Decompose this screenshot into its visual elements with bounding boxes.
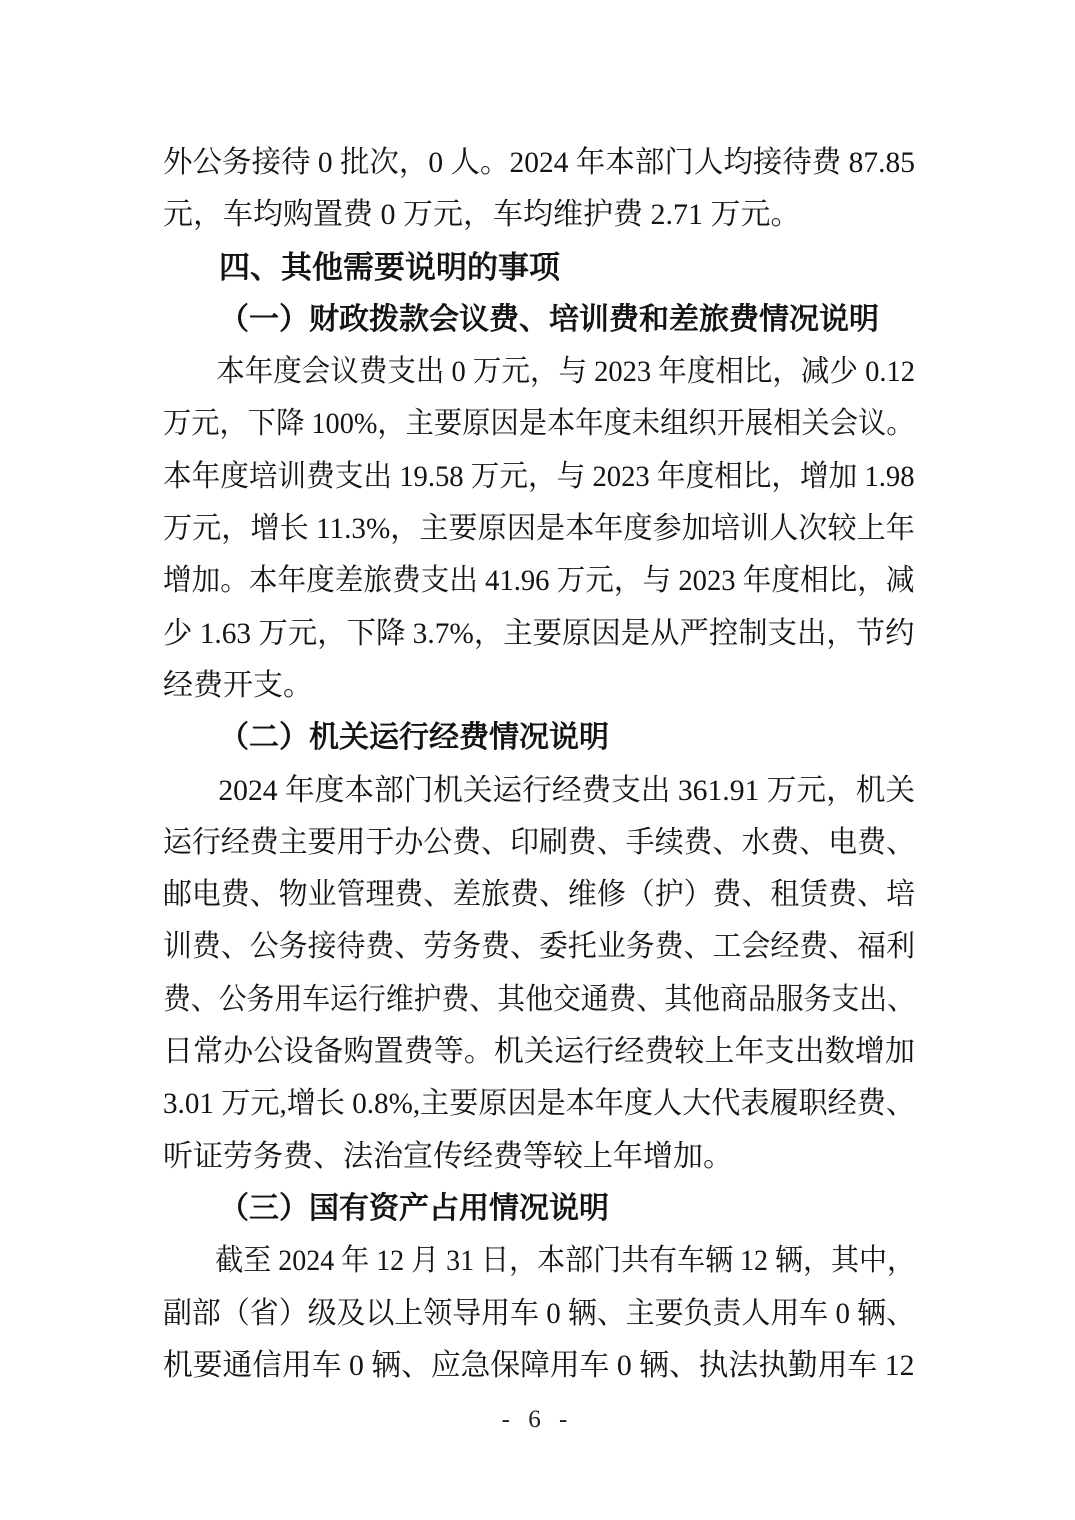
text-line: 日常办公设备购置费等。机关运行经费较上年支出数增加	[163, 1035, 915, 1069]
text-line: 增加。本年度差旅费支出 41.96 万元，与 2023 年度相比，减	[163, 564, 915, 598]
text-line: 机要通信用车 0 辆、应急保障用车 0 辆、执法执勤用车 12	[163, 1348, 915, 1382]
text-line: 万元，下降 100%，主要原因是本年度未组织开展相关会议。	[163, 407, 915, 441]
text-line: 2024 年度本部门机关运行经费支出 361.91 万元，机关	[218, 773, 915, 807]
subsection-heading: （二）机关运行经费情况说明	[219, 721, 609, 755]
text-line: 运行经费主要用于办公费、印刷费、手续费、水费、电费、	[163, 825, 915, 859]
text-line: 邮电费、物业管理费、差旅费、维修（护）费、租赁费、培	[163, 878, 915, 912]
text-line: 本年度会议费支出 0 万元，与 2023 年度相比，减少 0.12	[216, 355, 915, 389]
section-heading: 四、其他需要说明的事项	[219, 249, 560, 285]
text-line: 经费开支。	[163, 668, 313, 702]
text-line: 费、公务用车运行维护费、其他交通费、其他商品服务支出、	[163, 982, 915, 1016]
text-line: 元，车均购置费 0 万元，车均维护费 2.71 万元。	[163, 198, 801, 232]
document-body	[163, 137, 915, 1392]
text-line: 听证劳务费、法治宣传经费等较上年增加。	[163, 1139, 733, 1173]
text-line: 副部（省）级及以上领导用车 0 辆、主要负责人用车 0 辆、	[163, 1296, 915, 1330]
text-line: 外公务接待 0 批次，0 人。2024 年本部门人均接待费 87.85	[163, 146, 915, 179]
text-line: 训费、公务接待费、劳务费、委托业务费、工会经费、福利	[163, 930, 915, 964]
page-number: - 6 -	[501, 1406, 574, 1433]
text-line: 3.01 万元,增长 0.8%,主要原因是本年度人大代表履职经费、	[163, 1087, 915, 1121]
text-line: 本年度培训费支出 19.58 万元，与 2023 年度相比，增加 1.98	[163, 459, 915, 493]
subsection-heading: （三）国有资产占用情况说明	[219, 1191, 609, 1225]
text-line: 少 1.63 万元，下降 3.7%，主要原因是从严控制支出，节约	[163, 616, 915, 650]
subsection-heading: （一）财政拨款会议费、培训费和差旅费情况说明	[219, 302, 879, 336]
text-line: 万元，增长 11.3%，主要原因是本年度参加培训人次较上年	[163, 512, 915, 546]
text-line: 截至 2024 年 12 月 31 日，本部门共有车辆 12 辆，其中，	[215, 1244, 915, 1278]
